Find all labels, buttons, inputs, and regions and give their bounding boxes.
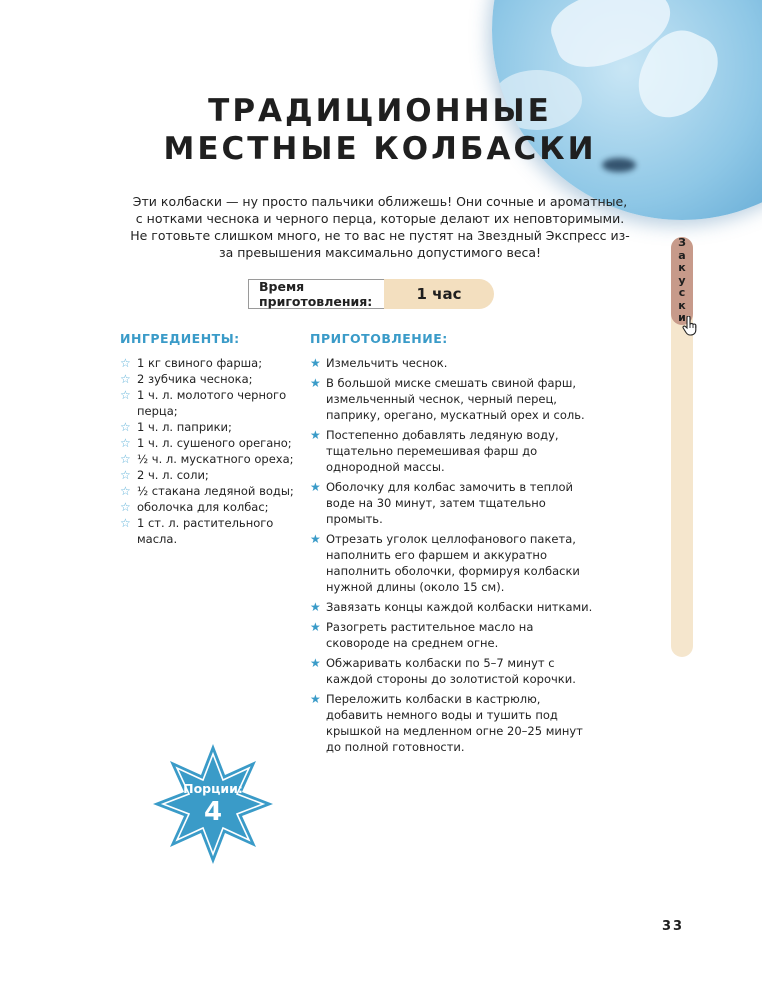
- list-item: ★ Оболочку для колбас замочить в теплой воде на 30 минут, затем тщательно промыть.: [310, 480, 573, 526]
- list-item: ★ Обжаривать колбаски по 5–7 минут с каждой стороны до золотистой корочки.: [310, 656, 576, 686]
- page-title: [90, 92, 670, 168]
- prep-time-label: Время приготовления:: [248, 279, 384, 309]
- star-filled-icon: ★: [310, 656, 321, 670]
- list-item: ★ Переложить колбаски в кастрюлю, добавить немного воды и тушить под крышкой на медленном огне 20–25 минут до полной готовности.: [310, 692, 583, 754]
- preparation-section: [310, 331, 600, 759]
- star-outline-icon: ☆: [120, 436, 131, 450]
- tab-letter: а: [678, 248, 686, 262]
- tab-letter: З: [678, 236, 686, 250]
- tab-letter: с: [678, 286, 686, 300]
- intro-text: Эти колбаски — ну просто пальчики оближешь! Они сочные и ароматные, с нотками чеснока и черного перца, которые делают их неповторимыми. Не готовьте слишком много, не то вас не пустят на Звездный Экспресс из-за превышения максимально допустимого веса!: [130, 194, 630, 260]
- star-filled-icon: ★: [310, 620, 321, 634]
- list-item: ★ Разогреть растительное масло на сковороде на среднем огне.: [310, 620, 534, 650]
- star-outline-icon: ☆: [120, 372, 131, 386]
- section-tab-zakuski[interactable]: [671, 237, 693, 325]
- prep-time-value: 1 час: [384, 279, 494, 309]
- star-filled-icon: ★: [310, 480, 321, 494]
- list-item: ☆ 1 ч. л. паприки;: [120, 420, 232, 434]
- servings-badge: [151, 742, 275, 866]
- star-filled-icon: ★: [310, 532, 321, 546]
- star-filled-icon: ★: [310, 692, 321, 706]
- list-item: ★ Измельчить чеснок.: [310, 356, 448, 370]
- preparation-heading: ПРИГОТОВЛЕНИЕ:: [310, 331, 448, 346]
- list-item: ☆ 1 ч. л. сушеного орегано;: [120, 436, 292, 450]
- tab-letter: к: [678, 298, 686, 312]
- list-item: ☆ 2 зубчика чеснока;: [120, 372, 253, 386]
- pointer-hand-icon: [682, 316, 698, 340]
- list-item: ☆ 1 ст. л. растительного масла.: [120, 516, 274, 546]
- title-line-2: МЕСТНЫЕ КОЛБАСКИ: [163, 131, 597, 167]
- tab-letter: у: [678, 273, 686, 287]
- prep-time-box: [248, 279, 494, 309]
- star-outline-icon: ☆: [120, 356, 131, 370]
- star-outline-icon: ☆: [120, 468, 131, 482]
- tab-letter: и: [678, 311, 686, 325]
- star-outline-icon: ☆: [120, 516, 131, 530]
- list-item: ☆ ½ стакана ледяной воды;: [120, 484, 294, 498]
- ingredients-section: [120, 331, 300, 547]
- star-filled-icon: ★: [310, 356, 321, 370]
- list-item: ★ Завязать концы каждой колбаски нитками.: [310, 600, 593, 614]
- ingredients-list: [120, 355, 300, 547]
- star-filled-icon: ★: [310, 376, 321, 390]
- page-number: 33: [662, 919, 685, 934]
- servings-label: Порции:: [183, 781, 243, 796]
- preparation-steps: [310, 355, 600, 755]
- servings-value: 4: [203, 797, 223, 827]
- star-outline-icon: ☆: [120, 420, 131, 434]
- ingredients-heading: ИНГРЕДИЕНТЫ:: [120, 331, 240, 346]
- tab-letter: к: [678, 261, 686, 275]
- star-filled-icon: ★: [310, 428, 321, 442]
- star-outline-icon: ☆: [120, 388, 131, 402]
- list-item: ☆ 1 кг свиного фарша;: [120, 356, 263, 370]
- title-line-1: ТРАДИЦИОННЫЕ: [208, 93, 552, 129]
- star-filled-icon: ★: [310, 600, 321, 614]
- list-item: ★ Отрезать уголок целлофанового пакета, наполнить его фаршем и аккуратно наполнить оболочки, формируя колбаски нужной длины (около 15 см).: [310, 532, 580, 594]
- star-outline-icon: ☆: [120, 452, 131, 466]
- list-item: ☆ оболочка для колбас;: [120, 500, 269, 514]
- star-outline-icon: ☆: [120, 500, 131, 514]
- list-item: ☆ 1 ч. л. молотого черного перца;: [120, 388, 287, 418]
- list-item: ☆ 2 ч. л. соли;: [120, 468, 209, 482]
- list-item: ★ Постепенно добавлять ледяную воду, тщательно перемешивая фарш до однородной массы.: [310, 428, 559, 474]
- star-outline-icon: ☆: [120, 484, 131, 498]
- list-item: ★ В большой миске смешать свиной фарш, измельченный чеснок, черный перец, паприку, орегано, мускатный орех и соль.: [310, 376, 585, 422]
- list-item: ☆ ½ ч. л. мускатного ореха;: [120, 452, 294, 466]
